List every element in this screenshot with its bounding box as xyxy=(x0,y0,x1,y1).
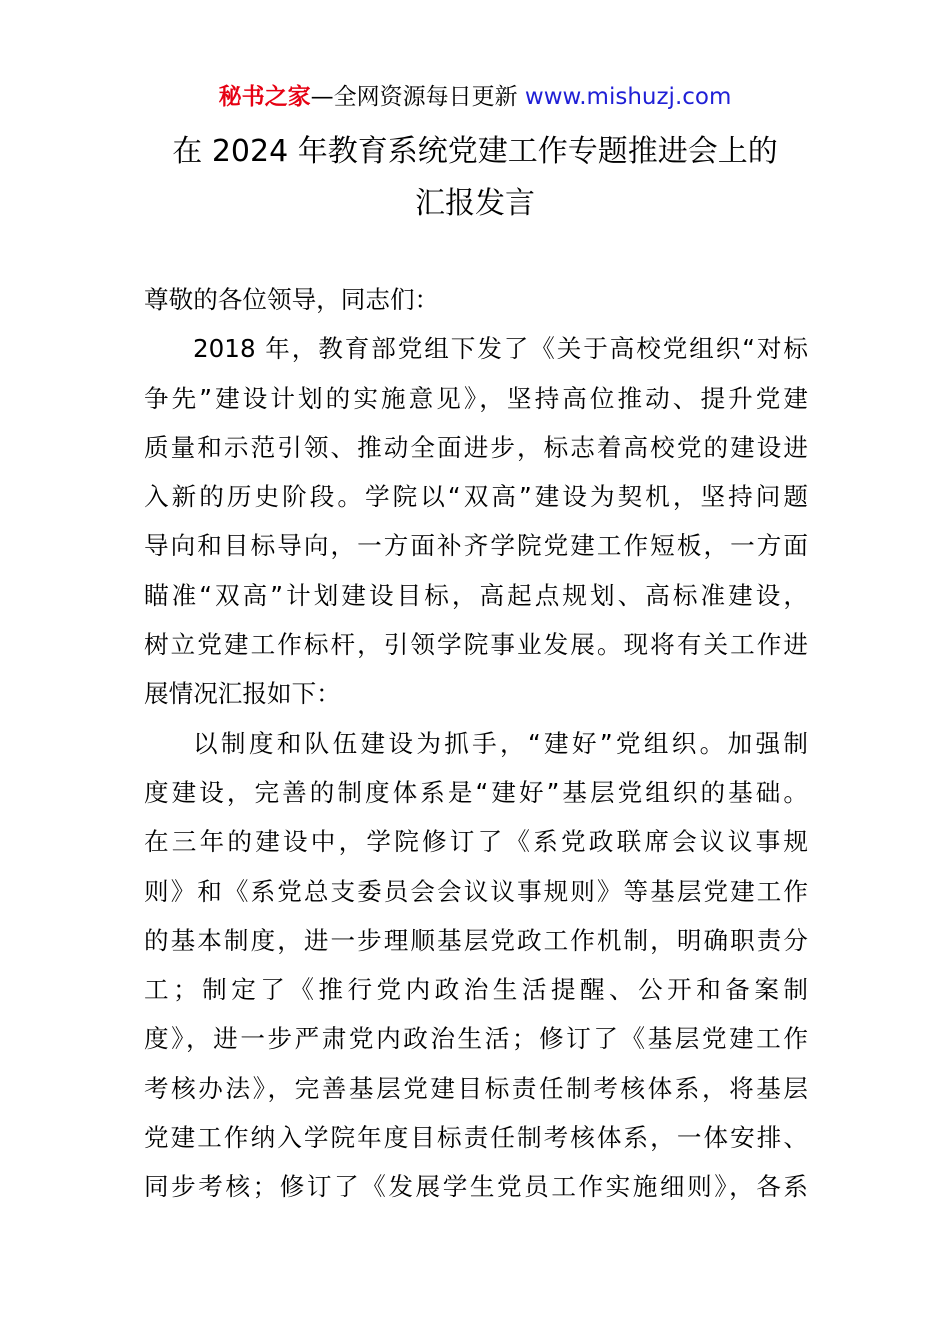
body-line: 树立党建工作标杆，引领学院事业发展。现将有关工作进 xyxy=(144,630,808,660)
title-line-2: 汇报发言 xyxy=(415,186,535,221)
body-line: 质量和示范引领、推动全面进步，标志着高校党的建设进 xyxy=(144,432,808,462)
document-title xyxy=(0,126,950,230)
body-line: 度建设，完善的制度体系是“建好”基层党组织的基础。 xyxy=(144,777,808,807)
body-line: 瞄准“双高”计划建设目标，高起点规划、高标准建设， xyxy=(144,580,808,610)
body-line: 2018 年，教育部党组下发了《关于高校党组织“对标 xyxy=(193,334,808,364)
site-url-link[interactable]: www.mishuzj.com xyxy=(524,84,732,110)
body-line: 工；制定了《推行党内政治生活提醒、公开和备案制 xyxy=(144,975,808,1005)
header-tagline: —全网资源每日更新 xyxy=(310,84,518,110)
body-line: 党建工作纳入学院年度目标责任制考核体系，一体安排、 xyxy=(144,1123,808,1153)
body-line: 以制度和队伍建设为抓手，“建好”党组织。加强制 xyxy=(193,728,808,758)
body-line: 度》，进一步严肃党内政治生活；修订了《基层党建工作 xyxy=(144,1024,808,1054)
body-line: 考核办法》，完善基层党建目标责任制考核体系，将基层 xyxy=(144,1073,808,1103)
brand-name: 秘书之家 xyxy=(218,84,311,110)
document-body xyxy=(144,275,808,1212)
body-line: 则》和《系党总支委员会会议议事规则》等基层党建工作 xyxy=(144,876,808,906)
body-line: 展情况汇报如下： xyxy=(144,679,341,709)
body-line: 入新的历史阶段。学院以“双高”建设为契机，坚持问题 xyxy=(144,482,808,512)
salutation: 尊敬的各位领导，同志们： xyxy=(144,285,440,314)
body-line: 的基本制度，进一步理顺基层党政工作机制，明确职责分 xyxy=(144,925,808,955)
body-line: 争先”建设计划的实施意见》，坚持高位推动、提升党建 xyxy=(144,383,808,413)
body-line: 同步考核；修订了《发展学生党员工作实施细则》，各系 xyxy=(144,1172,808,1202)
title-line-1: 在 2024 年教育系统党建工作专题推进会上的 xyxy=(172,134,778,169)
body-line: 在三年的建设中，学院修订了《系党政联席会议议事规 xyxy=(144,827,808,857)
watermark-header xyxy=(0,80,950,114)
body-line: 导向和目标导向，一方面补齐学院党建工作短板，一方面 xyxy=(144,531,808,561)
